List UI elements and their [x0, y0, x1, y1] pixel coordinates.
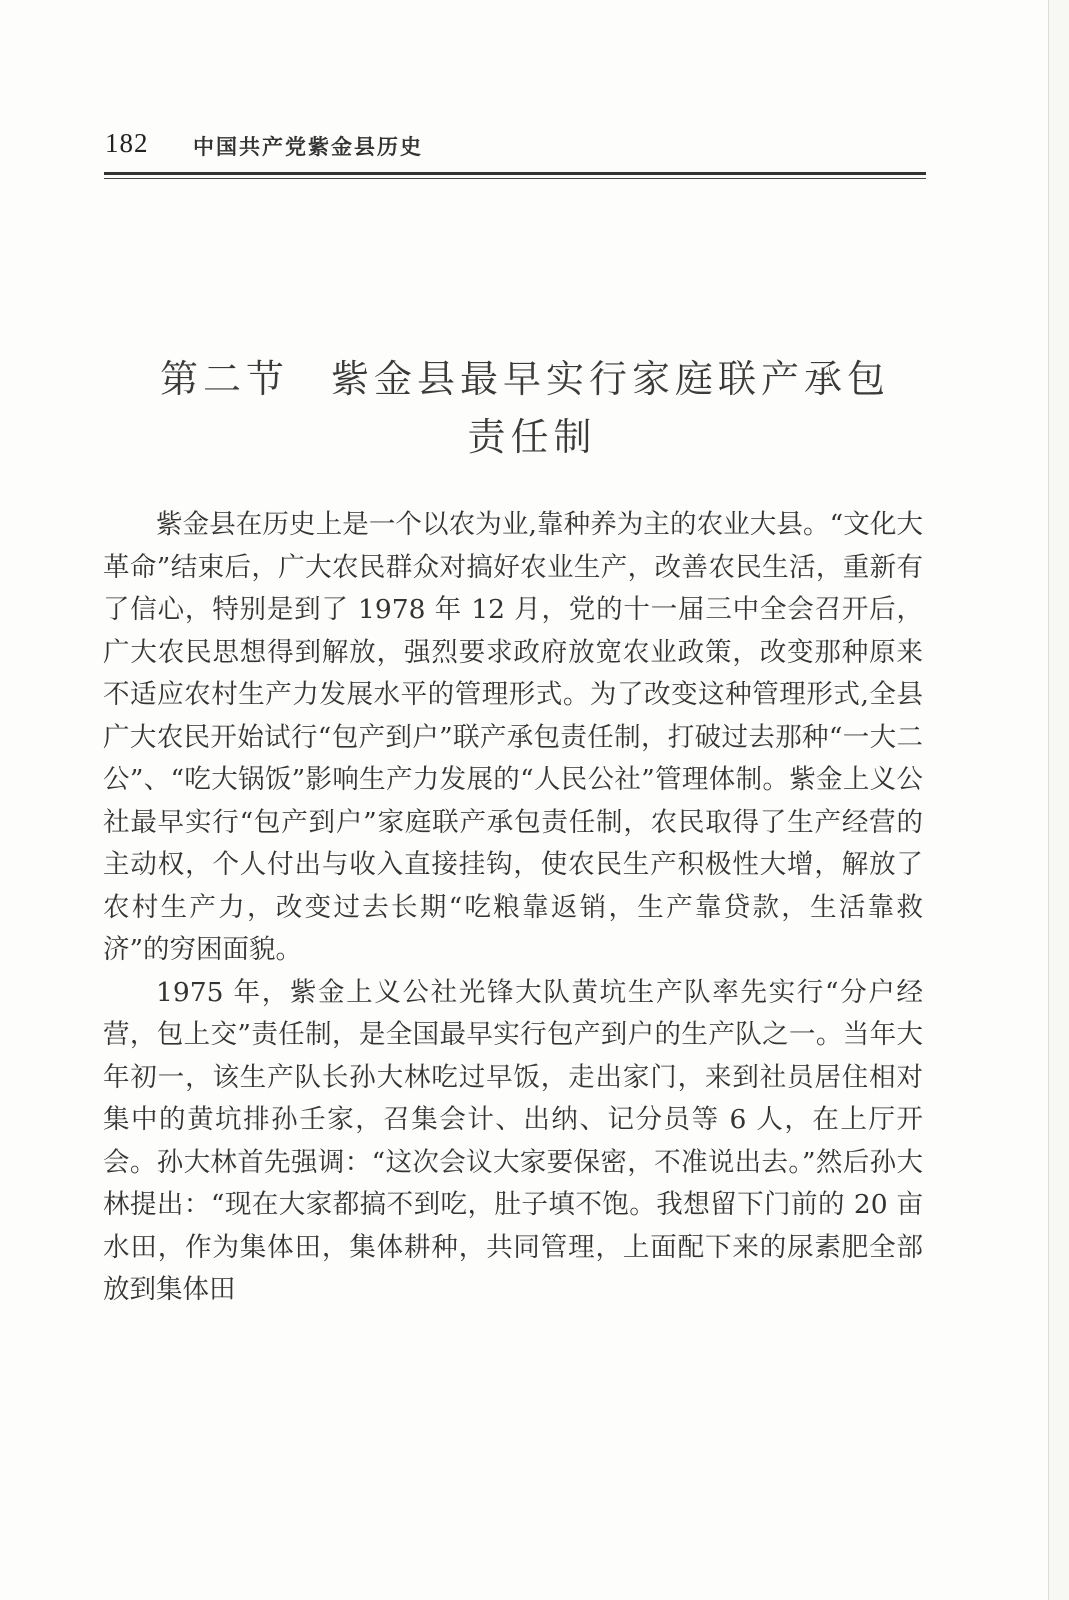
running-header — [105, 128, 925, 168]
header-rule-thin — [104, 178, 926, 179]
page-number: 182 — [105, 128, 149, 158]
header-rule-thick — [104, 172, 926, 175]
page-edge — [1048, 0, 1069, 1600]
paragraph-1: 紫金县在历史上是一个以农为业,靠种养为主的农业大县。“文化大革命”结束后，广大农民群众对搞好农业生产，改善农民生活，重新有了信心，特别是到了 1978 年 12 月，党的十一届三中全会召开后，广大农民思想得到解放，强烈要求政府放宽农业政策，改变那种原来不适应农村生产力发展水平的管理形式。为了改变这种管理形式,全县广大农民开始试行“包产到户”联产承包责任制，打破过去那种“一大二公”、“吃大锅饭”影响生产力发展的“人民公社”管理体制。紫金上义公社最早实行“包产到户”家庭联产承包责任制，农民取得了生产经营的主动权，个人付出与收入直接挂钩，使农民生产积极性大增，解放了农村生产力，改变过去长期“吃粮靠返销，生产靠贷款，生活靠救济”的穷困面貌。 — [103, 509, 923, 965]
body-text — [103, 504, 923, 1312]
paragraph-2: 1975 年，紫金上义公社光锋大队黄坑生产队率先实行“分户经营，包上交”责任制，是全国最早实行包产到户的生产队之一。当年大年初一，该生产队长孙大林吃过早饭，走出家门，来到社员居住相对集中的黄坑排孙壬家，召集会计、出纳、记分员等 6 人，在上厅开会。孙大林首先强调：“这次会议大家要保密，不准说出去。”然后孙大林提出：“现在大家都搞不到吃，肚子填不饱。我想留下门前的 20 亩水田，作为集体田，集体耕种，共同管理，上面配下来的尿素肥全部放到集体田 — [103, 976, 923, 1305]
running-title: 中国共产党紫金县历史 — [193, 134, 423, 159]
section-title-line-1 — [160, 350, 891, 408]
section-number: 第二节 — [160, 357, 290, 402]
section-title-text: 紫金县最早实行家庭联产承包 — [331, 357, 891, 402]
section-title-line-2: 责任制 — [467, 415, 597, 460]
section-title — [160, 350, 891, 466]
